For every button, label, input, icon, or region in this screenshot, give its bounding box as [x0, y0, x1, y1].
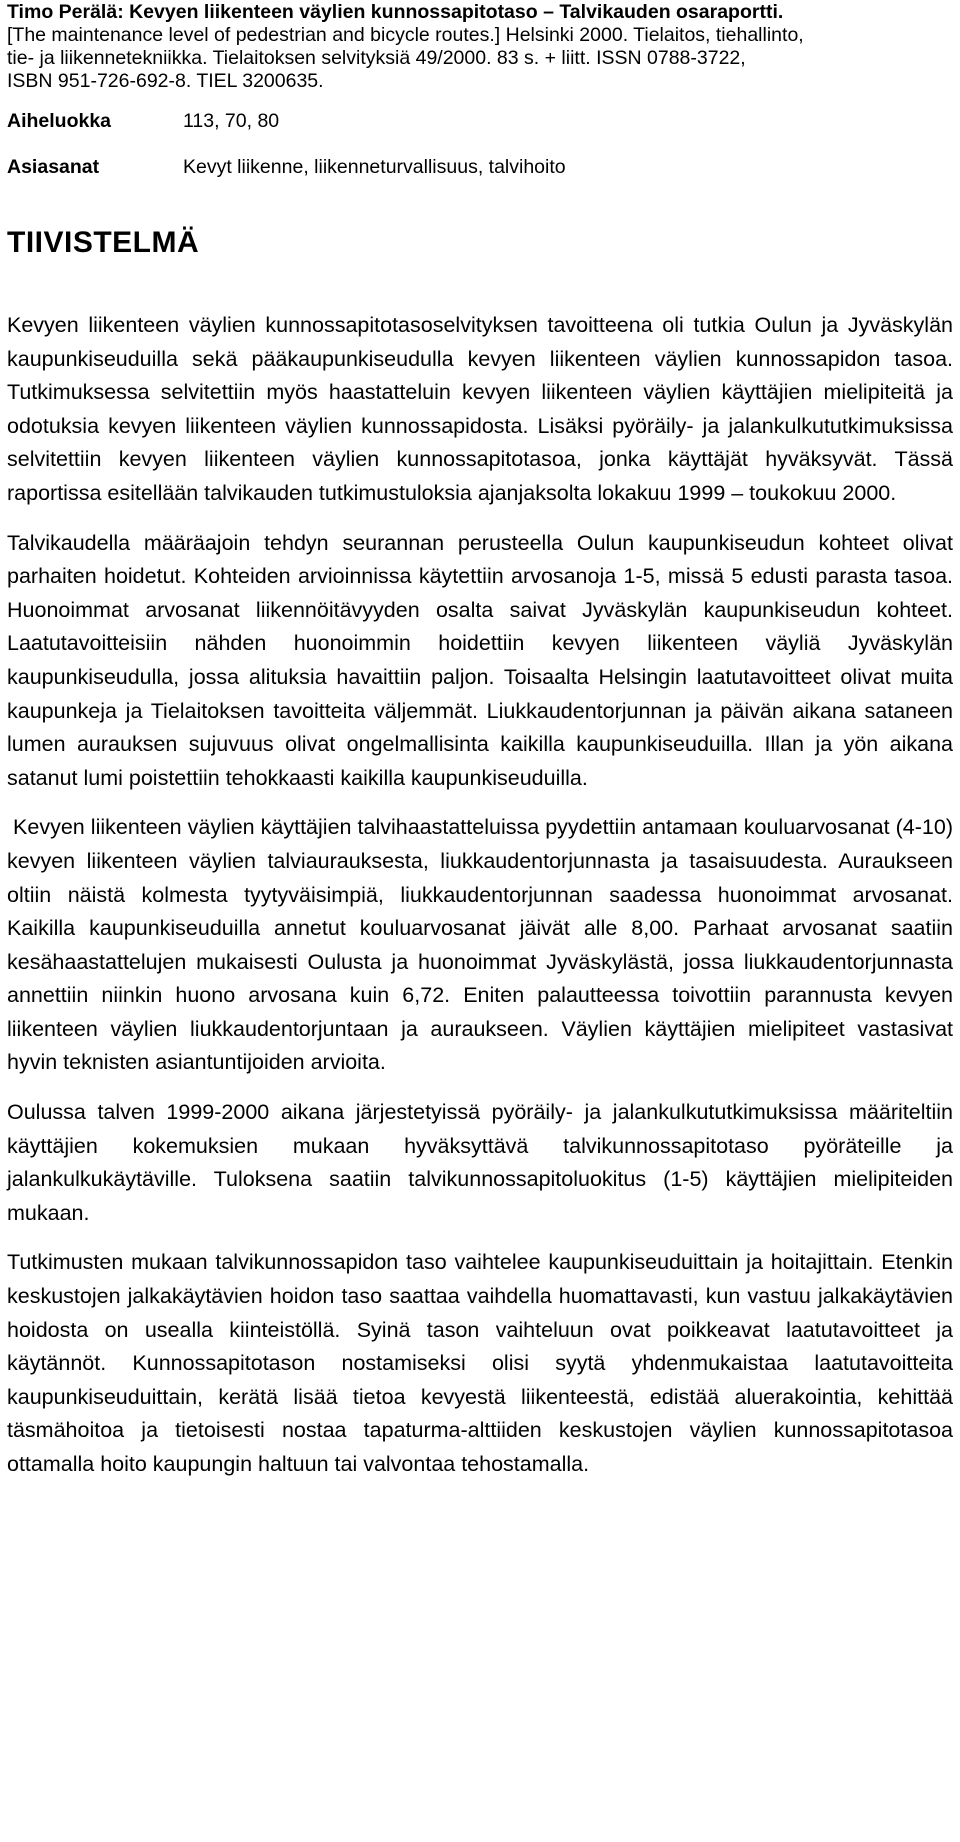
category-row [7, 109, 953, 133]
category-label: Aiheluokka [7, 110, 112, 132]
abstract-heading: TIIVISTELMÄ [7, 226, 200, 259]
citation-line: ISBN 951-726-692-8. TIEL 3200635. [7, 70, 324, 92]
abstract-paragraph: Kevyen liikenteen väylien kunnossapitotasoselvityksen tavoitteena oli tutkia Oulun ja Jyväskylän kaupunkiseuduilla sekä pääkaupunkiseudulla kevyen liikenteen väylien kunnossapidon tasoa. Tutkimuksessa selvitettiin myös haastatteluin kevyen liikenteen väylien käyttäjien mielipiteitä ja odotuksia kevyen liikenteen väylien kunnossapidosta. Lisäksi pyöräily- ja jalankulkututkimuksissa selvitettiin kevyen liikenteen väylien kunnossapitotasoa, jonka käyttäjät hyväksyvät. Tässä raportissa esitellään talvikauden tutkimustuloksia ajanjaksolta lokakuu 1999 – toukokuu 2000. [7, 313, 953, 505]
keywords-value: Kevyt liikenne, liikenneturvallisuus, talvihoito [183, 156, 566, 178]
document-page [7, 0, 959, 1482]
abstract-paragraph: Tutkimusten mukaan talvikunnossapidon taso vaihtelee kaupunkiseuduittain ja hoitajittain. Etenkin keskustojen jalkakäytävien hoidon taso saattaa vaihdella huomattavasti, kun vastuu jalkakäytävien hoidosta on usealla kiinteistöllä. Syinä tason vaihteluun ovat poikkeavat laatutavoitteet ja käytännöt. Kunnossapitotason nostamiseksi olisi syytä yhdenmukaistaa laatutavoitteita kaupunkiseuduittain, kerätä lisää tietoa kevyestä liikenteestä, edistää aluerakointia, kehittää täsmähoitoa ja tietoisesti nostaa tapaturma-alttiiden keskustojen väylien kunnossapitotasoa ottamalla hoito kaupungin haltuun tai valvontaa tehostamalla. [7, 1250, 953, 1476]
citation-title: Timo Perälä: Kevyen liikenteen väylien kunnossapitotaso – Talvikauden osaraportti. [7, 1, 784, 23]
category-value: 113, 70, 80 [183, 110, 280, 132]
citation-line: [The maintenance level of pedestrian and bicycle routes.] Helsinki 2000. Tielaitos, tiehallinto, [7, 24, 804, 46]
citation-block [7, 0, 953, 93]
keywords-row [7, 155, 953, 179]
abstract-paragraph: Talvikaudella määräajoin tehdyn seurannan perusteella Oulun kaupunkiseudun kohteet olivat parhaiten hoidetut. Kohteiden arvioinnissa käytettiin arvosanoja 1-5, missä 5 edusti parasta tasoa. Huonoimmat arvosanat liikennöitävyyden osalta saivat Jyväskylän kaupunkiseudun kohteet. Laatutavoitteisiin nähden huonoimmin hoidettiin kevyen liikenteen väyliä Jyväskylän kaupunkiseudulla, jossa alituksia havaittiin paljon. Toisaalta Helsingin laatutavoitteet olivat muita kaupunkeja ja Tielaitoksen tavoitteita väljemmät. Liukkaudentorjunnan ja päivän aikana sataneen lumen aurauksen sujuvuus olivat ongelmallisinta kaikilla kaupunkiseuduilla. Illan ja yön aikana satanut lumi poistettiin tehokkaasti kaikilla kaupunkiseuduilla. [7, 530, 953, 790]
abstract-paragraph: Oulussa talven 1999-2000 aikana järjestetyissä pyöräily- ja jalankulkututkimuksissa määriteltiin käyttäjien kokemuksien mukaan hyväksyttävä talvikunnossapitotaso pyöräteille ja jalankulkukäytäville. Tuloksena saatiin talvikunnossapitoluokitus (1-5) käyttäjien mielipiteiden mukaan. [7, 1100, 953, 1225]
keywords-label: Asiasanat [7, 156, 100, 178]
citation-line: tie- ja liikennetekniikka. Tielaitoksen selvityksiä 49/2000. 83 s. + liitt. ISSN 0788-3722, [7, 47, 746, 69]
abstract-paragraph: Kevyen liikenteen väylien käyttäjien talvihaastatteluissa pyydettiin antamaan kouluarvosanat (4-10) kevyen liikenteen väylien talviaurauksesta, liukkaudentorjunnasta ja tasaisuudesta. Auraukseen oltiin näistä kolmesta tyytyväisimpiä, liukkaudentorjunnan saadessa huonoimmat arvosanat. Kaikilla kaupunkiseuduilla annetut kouluarvosanat jäivät alle 8,00. Parhaat arvosanat saatiin kesähaastattelujen mukaisesti Oulusta ja huonoimmat Jyväskylästä, jossa liukkaudentorjunnasta annettiin niinkin huono arvosana kuin 6,72. Eniten palautteessa toivottiin parannusta kevyen liikenteen väylien liukkaudentorjuntaan ja auraukseen. Väylien käyttäjien mielipiteet vastasivat hyvin teknisten asiantuntijoiden arvioita. [7, 815, 959, 1075]
